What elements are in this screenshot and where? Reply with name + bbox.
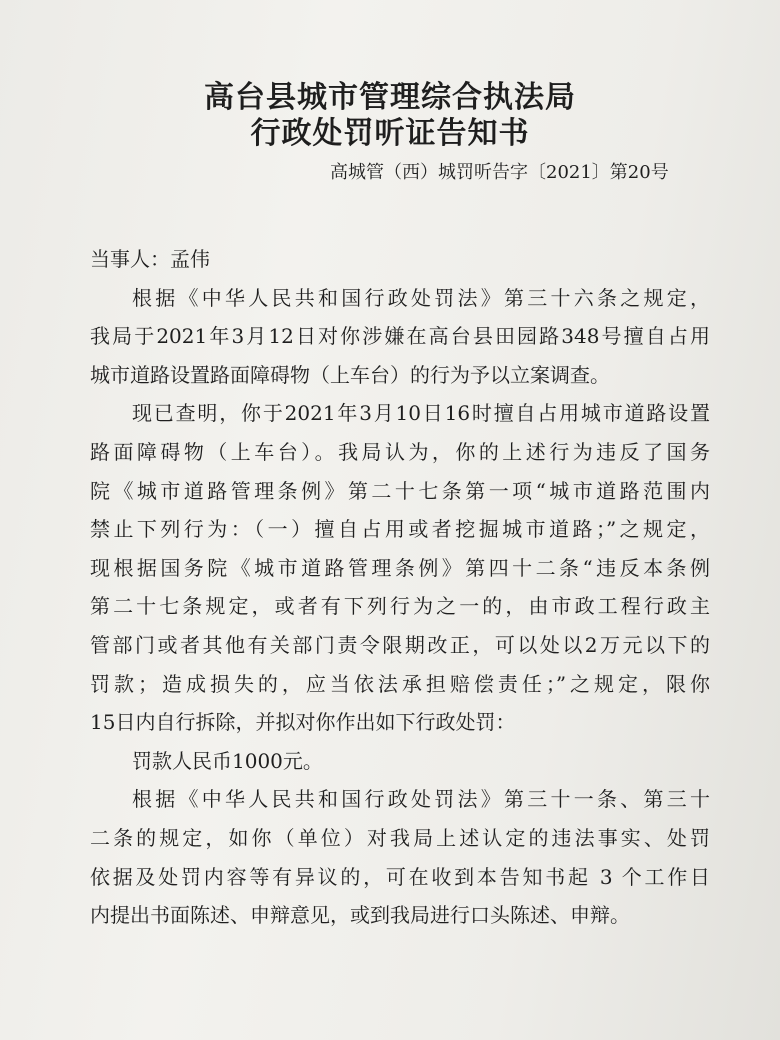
body-line: 现根据国务院《城市道路管理条例》第四十二条“违反本条例 (90, 555, 710, 580)
body-line: 管部门或者其他有关部门责令限期改正，可以处以2万元以下的 (90, 632, 710, 657)
body-line: 15日内自行拆除，并拟对你作出如下行政处罚： (90, 710, 516, 735)
body-line: 根据《中华人民共和国行政处罚法》第三十一条、第三十 (132, 787, 710, 812)
penalty-line: 罚款人民币1000元。 (132, 748, 323, 773)
body-line: 路面障碍物（上车台）。我局认为，你的上述行为违反了国务 (90, 439, 710, 464)
body-line: 罚款；造成损失的，应当依法承担赔偿责任；”之规定，限你 (90, 671, 710, 696)
document-number: 高城管（西）城罚听告字〔2021〕第20号 (330, 162, 669, 183)
body-line: 第二十七条规定，或者有下列行为之一的，由市政工程行政主 (90, 594, 710, 619)
document-title-notice: 行政处罚听证告知书 (250, 116, 530, 151)
body-line: 二条的规定，如你（单位）对我局上述认定的违法事实、处罚 (90, 825, 710, 850)
body-line: 内提出书面陈述、申辩意见，或到我局进行口头陈述、申辩。 (90, 903, 630, 928)
party-line: 当事人：孟伟 (90, 247, 210, 271)
body-line: 城市道路设置路面障碍物（上车台）的行为予以立案调查。 (90, 362, 610, 387)
body-line: 我局于2021年3月12日对你涉嫌在高台县田园路348号擅自占用 (90, 324, 710, 349)
document-body (90, 240, 710, 935)
body-line: 禁止下列行为：（一）擅自占用或者挖掘城市道路；”之规定， (90, 517, 710, 542)
document-title-agency: 高台县城市管理综合执法局 (204, 80, 576, 115)
body-line: 院《城市道路管理条例》第二十七条第一项“城市道路范围内 (90, 478, 710, 503)
body-line: 现已查明，你于2021年3月10日16时擅自占用城市道路设置 (132, 401, 710, 426)
body-line: 根据《中华人民共和国行政处罚法》第三十六条之规定， (132, 285, 710, 310)
body-line: 依据及处罚内容等有异议的，可在收到本告知书起 3 个工作日 (90, 864, 710, 889)
